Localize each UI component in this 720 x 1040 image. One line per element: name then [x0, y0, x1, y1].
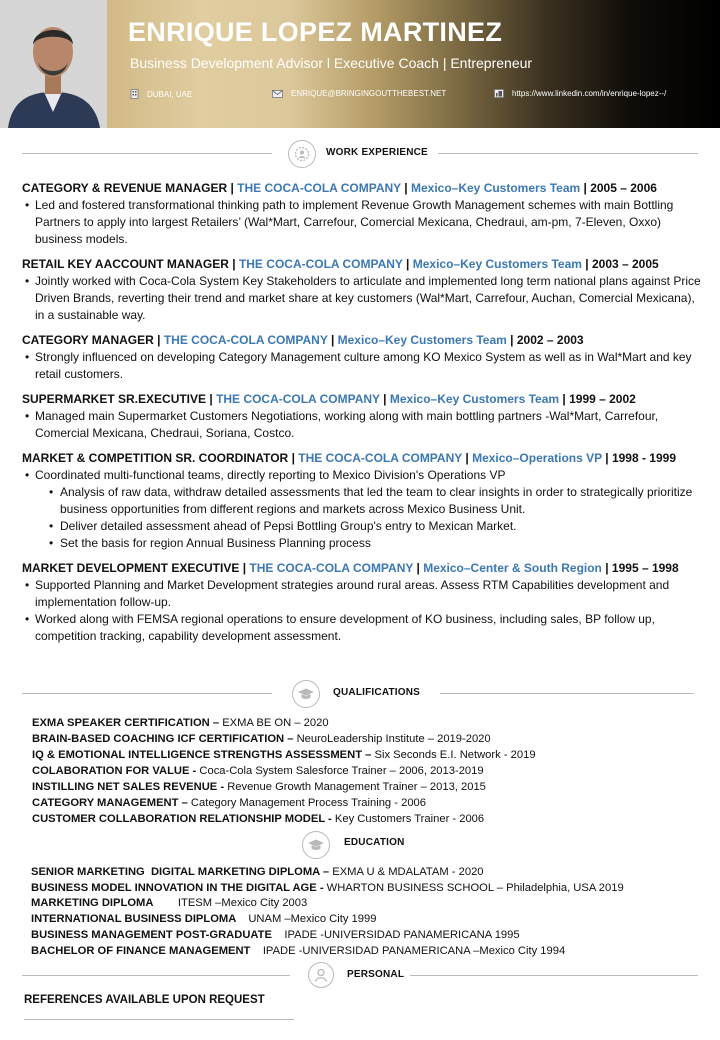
work-experience-list: [22, 180, 702, 653]
resume-header: [0, 0, 720, 128]
job-subbullets: [22, 484, 702, 552]
job-bullets: [22, 408, 702, 442]
envelope-icon: [272, 90, 283, 98]
separator: |: [239, 561, 250, 575]
graduation-cap-icon: [297, 687, 315, 701]
separator: |: [400, 181, 411, 195]
education-item: SENIOR MARKETING DIGITAL MARKETING DIPLOMA – EXMA U & MDALATAM - 2020: [31, 866, 484, 878]
job-bullets: [22, 467, 702, 484]
job-unit: Mexico–Operations VP: [472, 451, 602, 465]
job-title: MARKET DEVELOPMENT EXECUTIVE: [22, 561, 240, 575]
education-item: BUSINESS MANAGEMENT POST-GRADUATE IPADE -UNIVERSIDAD PANAMERICANA 1995: [31, 928, 520, 941]
job-title: RETAIL KEY AACCOUNT MANAGER: [22, 257, 229, 271]
job-entry: [22, 391, 702, 442]
separator: |: [228, 257, 239, 271]
personal-icon-circle: [308, 962, 334, 988]
job-entry: [22, 180, 702, 248]
section-divider: [22, 975, 290, 976]
job-dates: 1998 - 1999: [611, 451, 676, 465]
job-subbullet: • Set the basis for region Annual Business Planning process: [22, 535, 702, 552]
work-experience-header: [0, 140, 720, 168]
contact-email[interactable]: [272, 89, 446, 98]
separator: |: [379, 392, 390, 406]
building-icon: [130, 89, 139, 99]
section-title: EDUCATION: [344, 837, 405, 848]
job-dates: 2002 – 2003: [516, 333, 584, 347]
job-company: THE COCA-COLA COMPANY: [249, 561, 414, 575]
job-heading: [22, 450, 702, 467]
job-bullet: • Jointly worked with Coca-Cola System Key Stakeholders to articulate and implemented long term national plans against Price Driven Brands, reverting their trend and market share at key customers (Wal*Mart, Carrefour, Auchan, Comercial Mexicana), in a sustainable way.: [22, 273, 702, 324]
job-entry: [22, 560, 702, 645]
separator: |: [288, 451, 299, 465]
job-title: MARKET & COMPETITION SR. COORDINATOR: [22, 451, 289, 465]
contact-location: [130, 89, 192, 99]
separator: |: [153, 333, 164, 347]
job-unit: Mexico–Center & South Region: [423, 561, 602, 575]
section-title: PERSONAL: [347, 969, 405, 980]
job-bullet: • Strongly influenced on developing Category Management culture among KO Mexico System as well as in Wal*Mart and key retail customers.: [22, 349, 702, 383]
education-header: [0, 831, 720, 859]
work-icon-circle: [288, 140, 316, 168]
job-title: SUPERMARKET SR.EXECUTIVE: [22, 392, 207, 406]
job-title: CATEGORY & REVENUE MANAGER: [22, 181, 228, 195]
education-item: INTERNATIONAL BUSINESS DIPLOMA UNAM –Mexico City 1999: [31, 913, 377, 926]
job-heading: [22, 560, 702, 577]
qualification-item: CATEGORY MANAGEMENT – Category Management Process Training - 2006: [32, 797, 426, 809]
job-unit: Mexico–Key Customers Team: [389, 392, 560, 406]
job-bullets: [22, 349, 702, 383]
graduation-cap-icon: [307, 838, 325, 852]
profile-photo-illustration: [0, 0, 107, 128]
job-dates: 2003 – 2005: [591, 257, 659, 271]
qualification-item: IQ & EMOTIONAL INTELLIGENCE STRENGTHS ASSESSMENT – Six Seconds E.I. Network - 2019: [32, 749, 536, 761]
job-unit: Mexico–Key Customers Team: [410, 181, 581, 195]
job-heading: [22, 391, 702, 408]
education-item: BACHELOR OF FINANCE MANAGEMENT IPADE -UNIVERSIDAD PANAMERICANA –Mexico City 1994: [31, 944, 566, 957]
separator: |: [206, 392, 217, 406]
job-unit: Mexico–Key Customers Team: [412, 257, 582, 271]
job-bullet: • Coordinated multi-functional teams, directly reporting to Mexico Division's Operations VP: [22, 467, 702, 484]
gear-person-icon: [293, 145, 311, 163]
linkedin-icon: [494, 89, 504, 98]
education-list: [31, 865, 711, 959]
qualification-item: EXMA SPEAKER CERTIFICATION – EXMA BE ON – 2020: [32, 717, 329, 729]
section-divider: [22, 153, 272, 154]
candidate-name: ENRIQUE LOPEZ MARTINEZ: [128, 17, 503, 47]
job-dates: 1995 – 1998: [611, 561, 679, 575]
separator: |: [601, 451, 612, 465]
education-item: BUSINESS MODEL INNOVATION IN THE DIGITAL AGE - WHARTON BUSINESS SCHOOL – Philadelphia, USA 2019: [31, 881, 624, 894]
section-divider: [410, 975, 698, 976]
separator: |: [462, 451, 473, 465]
email-text[interactable]: ENRIQUE@BRINGINGOUTTHEBEST.NET: [291, 89, 447, 98]
section-divider: [440, 693, 694, 694]
section-title: QUALIFICATIONS: [333, 687, 421, 698]
job-company: THE COCA-COLA COMPANY: [238, 257, 403, 271]
job-bullets: [22, 577, 702, 645]
job-unit: Mexico–Key Customers Team: [337, 333, 507, 347]
job-company: THE COCA-COLA COMPANY: [163, 333, 328, 347]
separator: |: [227, 181, 238, 195]
separator: |: [601, 561, 612, 575]
qualification-item: BRAIN-BASED COACHING ICF CERTIFICATION – NeuroLeadership Institute – 2019-2020: [32, 733, 491, 745]
job-bullet: • Led and fostered transformational thinking path to implement Revenue Growth Management schemes with main Bottling Partners to apply into largest Retailers’ (Wal*Mart, Carrefour, Comercial Mexicana, Chedraui, am-pm, 7-Eleven, Oxxo) business models.: [22, 197, 702, 248]
job-entry: [22, 332, 702, 383]
separator: |: [402, 257, 413, 271]
location-text: DUBAI, UAE: [147, 89, 193, 99]
job-subbullet: • Deliver detailed assessment ahead of Pepsi Bottling Group's entry to Mexican Market.: [22, 518, 702, 535]
qualifications-icon-circle: [292, 680, 320, 708]
person-icon: [313, 967, 329, 983]
section-title: WORK EXPERIENCE: [326, 147, 428, 158]
education-item: MARKETING DIPLOMA ITESM –Mexico City 2003: [31, 897, 308, 910]
separator: |: [413, 561, 424, 575]
qualifications-header: [0, 680, 720, 708]
candidate-subtitle: Business Development Advisor l Executive Coach | Entrepreneur: [130, 55, 533, 71]
separator: |: [506, 333, 517, 347]
education-icon-circle: [302, 831, 330, 859]
job-bullets: [22, 273, 702, 324]
job-entry: [22, 256, 702, 324]
section-divider: [438, 153, 698, 154]
job-company: THE COCA-COLA COMPANY: [298, 451, 463, 465]
qualification-item: CUSTOMER COLLABORATION RELATIONSHIP MODEL - Key Customers Trainer - 2006: [32, 813, 485, 825]
contact-linkedin[interactable]: [494, 89, 666, 98]
job-bullet: • Supported Planning and Market Development strategies around rural areas. Assess RTM Capabilities development and implementation follow-up.: [22, 577, 702, 611]
job-title: CATEGORY MANAGER: [22, 333, 154, 347]
job-company: THE COCA-COLA COMPANY: [237, 181, 401, 195]
qualifications-list: [32, 715, 712, 827]
job-heading: [22, 256, 702, 273]
job-subbullet: • Analysis of raw data, withdraw detailed assessments that led the team to clear insights in order to strategically prioritize business opportunities from different regions and markets across Mexico Business Unit.: [22, 484, 702, 518]
separator: |: [581, 257, 592, 271]
job-bullet: • Worked along with FEMSA regional operations to ensure development of KO business, including sales, BP follow up, competition tracking, capability development assessment.: [22, 611, 702, 645]
job-bullet: • Managed main Supermarket Customers Negotiations, working along with main bottling partners -Wal*Mart, Carrefour, Comercial Mexicana, Chedraui, Soriana, Costco.: [22, 408, 702, 442]
linkedin-url[interactable]: https://www.linkedin.com/in/enrique-lopez--/: [512, 89, 667, 98]
section-divider: [22, 693, 272, 694]
job-dates: 1999 – 2002: [569, 392, 636, 406]
qualification-item: COLABORATION FOR VALUE - Coca-Cola System Salesforce Trainer – 2006, 2013-2019: [32, 765, 484, 777]
personal-header: [0, 962, 720, 990]
separator: |: [327, 333, 338, 347]
section-divider: [24, 1019, 294, 1020]
job-heading: [22, 332, 702, 349]
job-heading: [22, 180, 702, 197]
separator: |: [559, 392, 570, 406]
job-entry: [22, 450, 702, 552]
qualification-item: INSTILLING NET SALES REVENUE - Revenue Growth Management Trainer – 2013, 2015: [32, 781, 486, 793]
separator: |: [580, 181, 591, 195]
profile-photo: [0, 0, 107, 128]
job-company: THE COCA-COLA COMPANY: [216, 392, 380, 406]
references-note: REFERENCES AVAILABLE UPON REQUEST: [24, 994, 265, 1006]
job-bullets: [22, 197, 702, 248]
job-dates: 2005 – 2006: [590, 181, 657, 195]
